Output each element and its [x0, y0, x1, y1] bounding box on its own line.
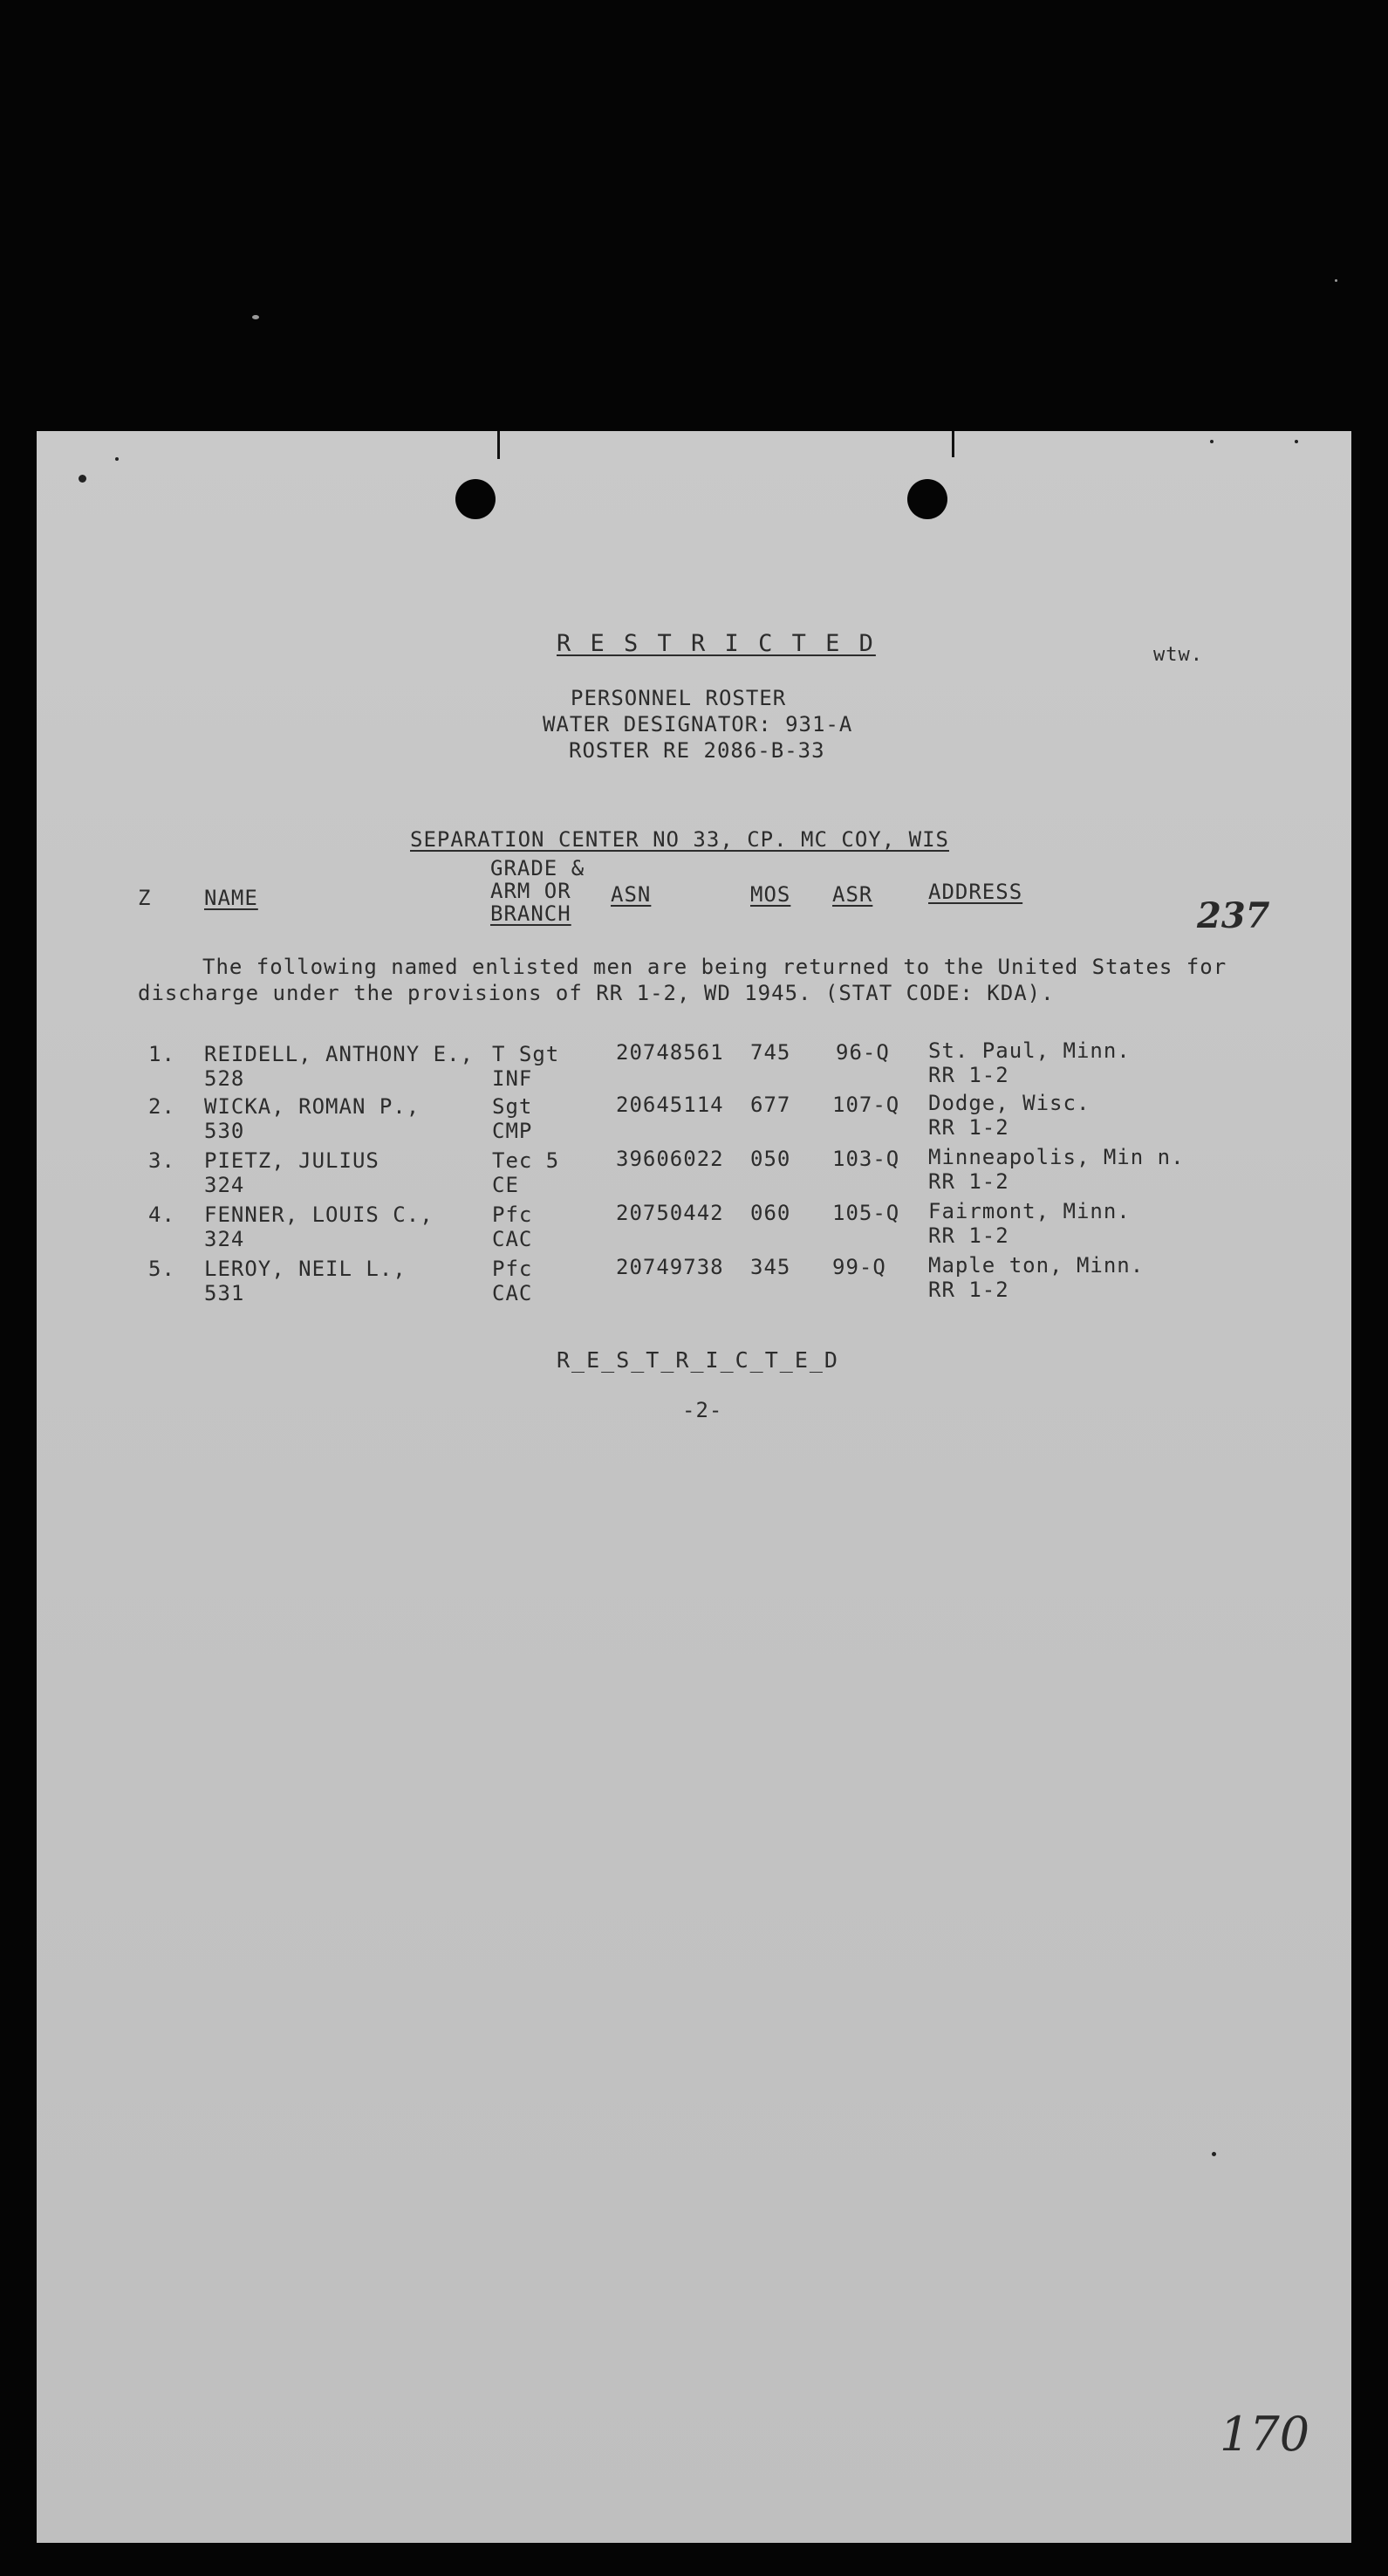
- column-grade-line2: ARM OR: [490, 879, 571, 903]
- column-asr: ASR: [832, 882, 873, 907]
- paper-sheet: [37, 431, 1351, 2543]
- asn: 20645114: [616, 1093, 724, 1117]
- classification-header: R E S T R I C T E D: [557, 630, 876, 657]
- margin-mark: [79, 475, 86, 483]
- column-mos: MOS: [750, 882, 791, 907]
- asn: 20750442: [616, 1201, 724, 1225]
- mos: 060: [750, 1201, 791, 1225]
- punch-hole-right: [907, 479, 947, 519]
- intro-line-2: discharge under the provisions of RR 1-2, WD 1945. (STAT CODE: KDA).: [138, 981, 1055, 1005]
- row-number: 3.: [148, 1148, 175, 1173]
- branch: CE: [492, 1173, 519, 1197]
- column-asn: ASN: [611, 882, 652, 907]
- soldier-code: 324: [204, 1173, 245, 1197]
- column-address: ADDRESS: [928, 880, 1023, 904]
- asr: 99-Q: [832, 1255, 886, 1279]
- branch: CMP: [492, 1119, 533, 1143]
- scan-speck: [1335, 279, 1337, 282]
- soldier-name: FENNER, LOUIS C.,: [204, 1202, 434, 1227]
- row-number: 2.: [148, 1094, 175, 1119]
- branch: INF: [492, 1066, 533, 1091]
- roster-row: [37, 1091, 1351, 1147]
- mos: 050: [750, 1147, 791, 1171]
- mos: 677: [750, 1093, 791, 1117]
- initials: wtw.: [1153, 644, 1203, 666]
- water-designator: WATER DESIGNATOR: 931-A: [543, 712, 853, 736]
- rr-code: RR 1-2: [928, 1169, 1009, 1194]
- asr: 105-Q: [832, 1201, 900, 1225]
- grade: Tec 5: [492, 1148, 560, 1173]
- row-number: 5.: [148, 1257, 175, 1281]
- asr: 107-Q: [832, 1093, 900, 1117]
- branch: CAC: [492, 1227, 533, 1251]
- grade: Sgt: [492, 1094, 533, 1119]
- classification-footer: R_E_S_T_R_I_C_T_E_D: [557, 1347, 839, 1373]
- rr-code: RR 1-2: [928, 1115, 1009, 1140]
- rr-code: RR 1-2: [928, 1223, 1009, 1248]
- asr: 96-Q: [836, 1040, 890, 1065]
- asn: 20749738: [616, 1255, 724, 1279]
- grade: Pfc: [492, 1202, 533, 1227]
- page-stamp: 237: [1197, 895, 1270, 936]
- grade: T Sgt: [492, 1042, 560, 1066]
- rr-code: RR 1-2: [928, 1063, 1009, 1087]
- scan-speck: [252, 315, 259, 319]
- soldier-code: 528: [204, 1066, 245, 1091]
- roster-title: PERSONNEL ROSTER: [571, 686, 787, 710]
- soldier-code: 324: [204, 1227, 245, 1251]
- roster-number: ROSTER RE 2086-B-33: [569, 738, 825, 763]
- address: Minneapolis, Min n.: [928, 1145, 1185, 1169]
- mos: 745: [750, 1040, 791, 1065]
- asn: 20748561: [616, 1040, 724, 1065]
- punch-hole-left: [455, 479, 496, 519]
- margin-mark: [115, 457, 119, 461]
- rr-code: RR 1-2: [928, 1278, 1009, 1302]
- margin-mark: [1295, 440, 1298, 443]
- paper-tear: [497, 431, 500, 459]
- intro-line-1: The following named enlisted men are being returned to the United States for: [202, 955, 1227, 979]
- soldier-name: REIDELL, ANTHONY E.,: [204, 1042, 474, 1066]
- branch: CAC: [492, 1281, 533, 1305]
- asn: 39606022: [616, 1147, 724, 1171]
- asr: 103-Q: [832, 1147, 900, 1171]
- column-grade-line1: GRADE &: [490, 856, 585, 880]
- paper-tear: [952, 431, 954, 457]
- soldier-name: WICKA, ROMAN P.,: [204, 1094, 421, 1119]
- address: Maple ton, Minn.: [928, 1253, 1145, 1278]
- column-grade-line3: BRANCH: [490, 901, 571, 926]
- roster-row: [37, 1145, 1351, 1201]
- margin-mark: [1212, 2152, 1216, 2156]
- mos: 345: [750, 1255, 791, 1279]
- address: St. Paul, Minn.: [928, 1038, 1131, 1063]
- soldier-code: 530: [204, 1119, 245, 1143]
- column-z: Z: [138, 886, 152, 910]
- margin-mark: [1210, 440, 1214, 443]
- unit-line: SEPARATION CENTER NO 33, CP. MC COY, WIS: [410, 827, 949, 852]
- grade: Pfc: [492, 1257, 533, 1281]
- soldier-name: PIETZ, JULIUS: [204, 1148, 379, 1173]
- roster-row: [37, 1038, 1351, 1094]
- handwritten-number: 170: [1220, 2407, 1310, 2462]
- address: Fairmont, Minn.: [928, 1199, 1131, 1223]
- roster-row: [37, 1253, 1351, 1309]
- soldier-name: LEROY, NEIL L.,: [204, 1257, 407, 1281]
- page-number: -2-: [682, 1398, 723, 1422]
- row-number: 1.: [148, 1042, 175, 1066]
- address: Dodge, Wisc.: [928, 1091, 1091, 1115]
- roster-row: [37, 1199, 1351, 1255]
- row-number: 4.: [148, 1202, 175, 1227]
- column-name: NAME: [204, 886, 258, 910]
- soldier-code: 531: [204, 1281, 245, 1305]
